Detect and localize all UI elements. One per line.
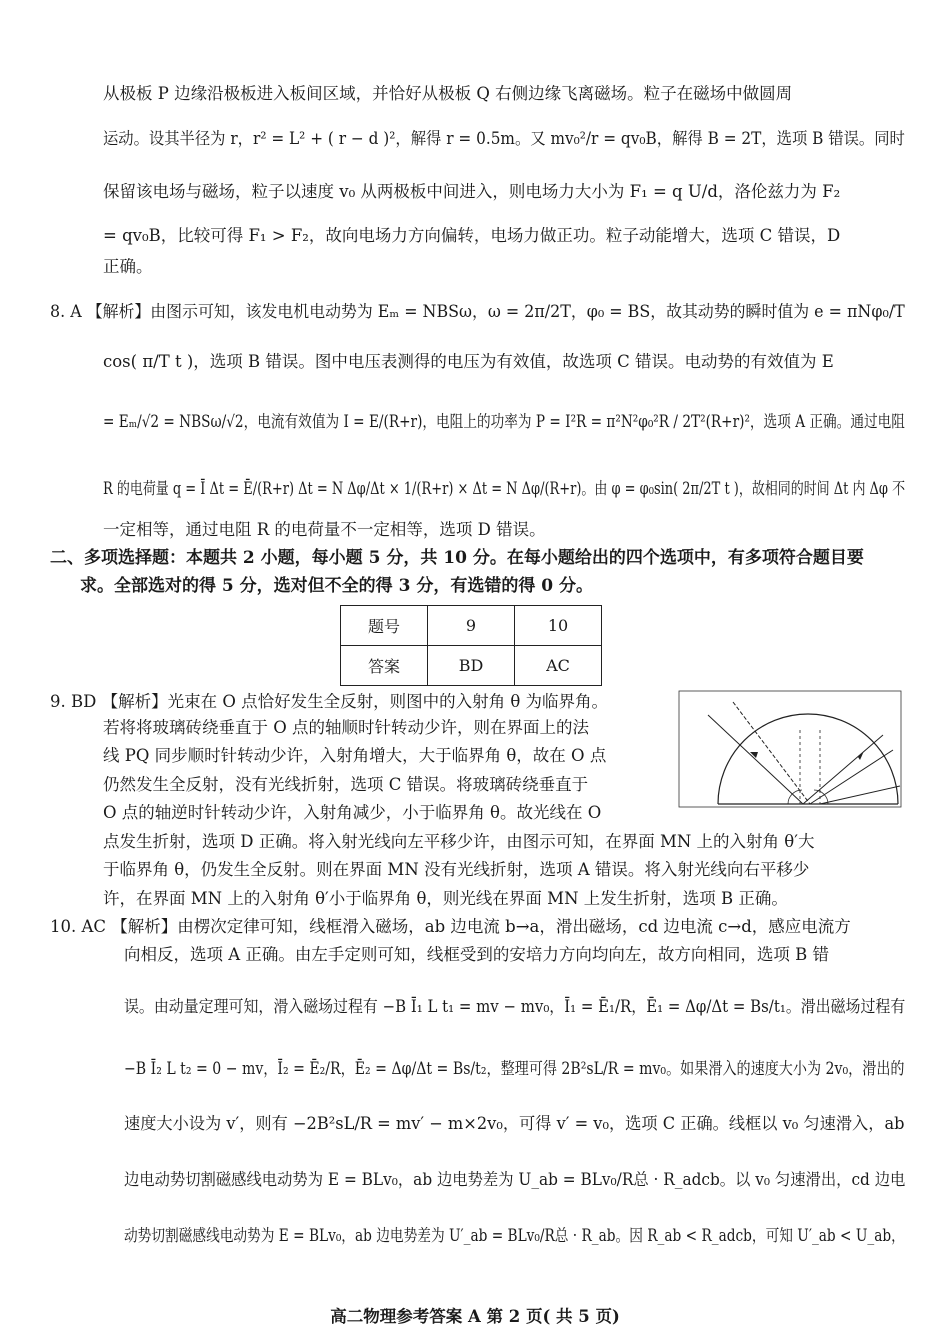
text-line: R 的电荷量 q = Ī Δt = Ē/(R+r) Δt = N Δφ/Δt × 1/(R+r) × Δt = N Δφ/(R+r)。由 φ = φ₀sin( 2π/2T t )，故相同的时间 Δt 内 Δφ 不 [103, 479, 906, 498]
text-line: 误。由动量定理可知，滑入磁场过程有 −B Ī₁ L t₁ = mv − mv₀，Ī₁ = Ē₁/R，Ē₁ = Δφ/Δt = Bs/t₁。滑出磁场过程有 [124, 997, 906, 1016]
table-cell: 9 [428, 606, 515, 646]
text-line: 点发生折射，选项 D 正确。将入射光线向左平移少许，由图示可知，在界面 MN 上的入射角 θ′大 [103, 832, 815, 851]
text-line: 10. AC 【解析】由楞次定律可知，线框滑入磁场，ab 边电流 b→a，滑出磁场，cd 边电流 c→d，感应电流方 [50, 917, 851, 936]
text-line: cos( π/T t )，选项 B 错误。图中电压表测得的电压为有效值，故选项 C 错误。电动势的有效值为 E [103, 352, 834, 371]
text-line: 保留该电场与磁场，粒子以速度 v₀ 从两极板中间进入，则电场力大小为 F₁ = q U/d，洛伦兹力为 F₂ [103, 182, 841, 201]
answer-table [340, 605, 602, 686]
table-cell: 题号 [341, 606, 428, 646]
text-line: 动势切割磁感线电动势为 E = BLv₀，ab 边电势差为 U′_ab = BLv₀/R总 · R_ab。因 R_ab < R_adcb，可知 U′_ab < U_ab， [124, 1226, 905, 1245]
table-cell: AC [515, 646, 602, 686]
text-line: 边电动势切割磁感线电动势为 E = BLv₀，ab 边电势差为 U_ab = BLv₀/R总 · R_adcb。以 v₀ 匀速滑出，cd 边电 [124, 1170, 906, 1189]
section-heading: 二、多项选择题：本题共 2 小题，每小题 5 分，共 10 分。在每小题给出的四个选项中，有多项符合题目要 [50, 548, 864, 568]
text-line: 若将将玻璃砖绕垂直于 O 点的轴顺时针转动少许，则在界面上的法 [103, 718, 590, 737]
text-line: = qv₀B，比较可得 F₁ > F₂，故向电场力方向偏转，电场力做正功。粒子动能增大，选项 C 错误，D [103, 226, 841, 245]
glass-brick-diagram [678, 690, 902, 808]
text-line: O 点的轴逆时针转动少许，入射角减少，小于临界角 θ。故光线在 O [103, 803, 602, 822]
table-cell: 10 [515, 606, 602, 646]
section-heading: 求。全部选对的得 5 分，选对但不全的得 3 分，有选错的得 0 分。 [80, 576, 593, 596]
table-cell: BD [428, 646, 515, 686]
text-line: 速度大小设为 v′，则有 −2B²sL/R = mv′ − m×2v₀，可得 v′ = v₀，选项 C 正确。线框以 v₀ 匀速滑入，ab [124, 1114, 905, 1133]
text-line: 从极板 P 边缘沿极板进入板间区域，并恰好从极板 Q 右侧边缘飞离磁场。粒子在磁场中做圆周 [103, 84, 793, 103]
text-line: −B Ī₂ L t₂ = 0 − mv，Ī₂ = Ē₂/R，Ē₂ = Δφ/Δt = Bs/t₂，整理可得 2B²sL/R = mv₀。如果滑入的速度大小为 2v₀，滑出的 [124, 1059, 905, 1078]
text-line: 线 PQ 同步顺时针转动少许，入射角增大，大于临界角 θ，故在 O 点 [103, 746, 607, 765]
text-line: 运动。设其半径为 r，r² = L² + ( r − d )²，解得 r = 0.5m。又 mv₀²/r = qv₀B，解得 B = 2T，选项 B 错误。同时 [103, 129, 905, 148]
text-line: 一定相等，通过电阻 R 的电荷量不一定相等，选项 D 错误。 [103, 520, 546, 539]
text-line: 许，在界面 MN 上的入射角 θ′小于临界角 θ，则光线在界面 MN 上发生折射，选项 B 正确。 [103, 889, 788, 908]
text-line: 于临界角 θ，仍发生全反射。则在界面 MN 没有光线折射，选项 A 错误。将入射光线向右平移少 [103, 860, 810, 879]
text-line: = Eₘ/√2 = NBSω/√2，电流有效值为 I = E/(R+r)，电阻上的功率为 P = I²R = π²N²φ₀²R / 2T²(R+r)²，选项 A 正确。通过电阻 [103, 412, 905, 431]
text-line: 正确。 [103, 257, 153, 276]
text-line: 8. A 【解析】由图示可知，该发电机电动势为 Eₘ = NBSω，ω = 2π/2T，φ₀ = BS，故其动势的瞬时值为 e = πNφ₀/T [50, 302, 905, 321]
table-row [341, 606, 602, 646]
table-cell: 答案 [341, 646, 428, 686]
text-line: 仍然发生全反射，没有光线折射，选项 C 错误。将玻璃砖绕垂直于 [103, 775, 589, 794]
text-line: 9. BD 【解析】光束在 O 点恰好发生全反射，则图中的入射角 θ 为临界角。 [50, 692, 609, 711]
table-row [341, 646, 602, 686]
page-footer: 高二物理参考答案 A 第 2 页( 共 5 页) [330, 1307, 620, 1326]
text-line: 向相反，选项 A 正确。由左手定则可知，线框受到的安培力方向均向左，故方向相同，选项 B 错 [124, 945, 830, 964]
